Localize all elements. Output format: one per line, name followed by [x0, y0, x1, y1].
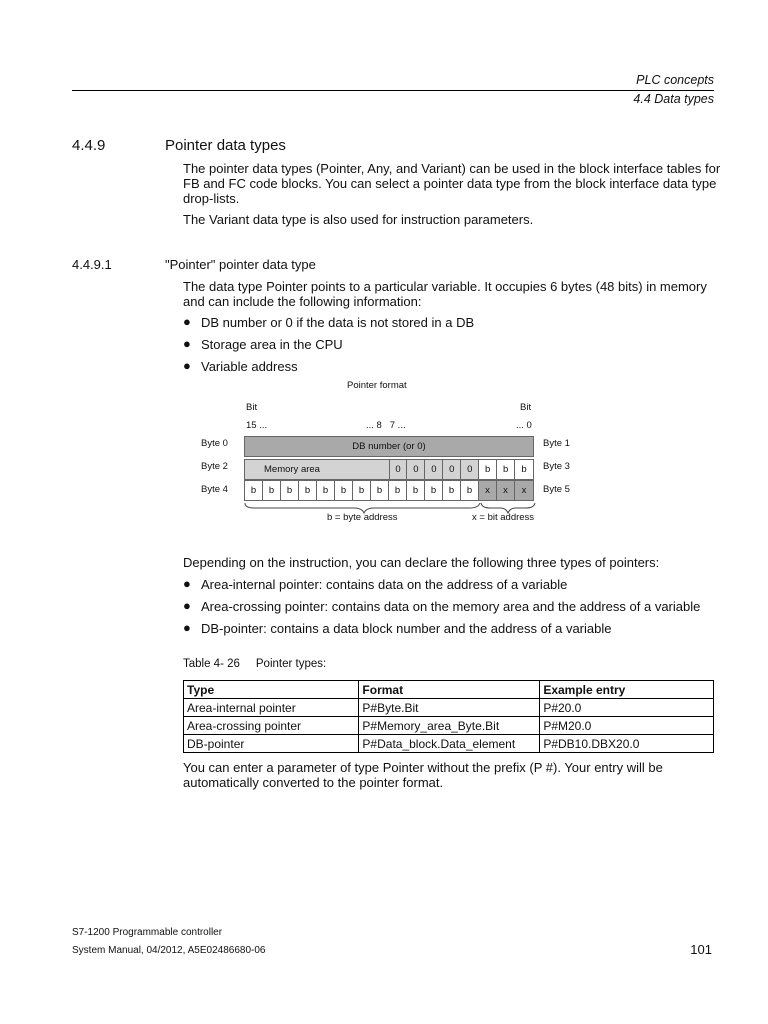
bit-address-cell: x: [514, 480, 534, 501]
column-header: Type: [184, 681, 359, 699]
table-cell: Area-internal pointer: [184, 699, 359, 717]
bit-range-right: ... 0: [516, 420, 532, 431]
bullet-icon: ●: [183, 598, 191, 613]
table-cell: P#20.0: [540, 699, 714, 717]
db-number-cell: DB number (or 0): [244, 436, 534, 457]
byte-bit-cell: b: [514, 459, 534, 480]
subsection-intro: The data type Pointer points to a particular variable. It occupies 6 bytes (48 bits) in memory and can include the following information:: [183, 279, 707, 309]
bit-range-mid: ... 8 7 ...: [366, 420, 406, 431]
section-title: Pointer data types: [165, 137, 286, 154]
bit-label-right: Bit: [520, 402, 532, 413]
table-cell: Area-crossing pointer: [184, 717, 359, 735]
zero-bit-cell: 0: [460, 459, 479, 480]
byte-bit-cell: b: [424, 480, 443, 501]
byte-address-legend: b = byte address: [327, 512, 398, 523]
bullet-text: Area-internal pointer: contains data on the address of a variable: [201, 577, 568, 592]
bullet-icon: ●: [183, 620, 191, 635]
running-header-section: 4.4 Data types: [633, 92, 714, 106]
zero-bit-cell: 0: [389, 459, 408, 480]
closing-paragraph: You can enter a parameter of type Pointer without the prefix (P #). Your entry will be automatically converted to the pointer format.: [183, 760, 663, 790]
table-cell: DB-pointer: [184, 735, 359, 753]
byte-bit-cell: b: [244, 480, 263, 501]
section-number: 4.4.9: [72, 137, 106, 154]
footer-manual: System Manual, 04/2012, A5E02486680-06: [72, 945, 266, 956]
diagram-row-byte0: [244, 436, 534, 457]
byte-bit-cell: b: [460, 480, 479, 501]
byte-bit-cell: b: [406, 480, 425, 501]
bullet-text: Variable address: [201, 359, 298, 374]
table-header-row: [184, 681, 714, 699]
table-cell: P#Memory_area_Byte.Bit: [359, 717, 540, 735]
subsection-number: 4.4.9.1: [72, 257, 112, 272]
bullet-icon: ●: [183, 576, 191, 591]
table-row: [184, 735, 714, 753]
header-rule: [72, 90, 714, 91]
byte-label: Byte 1: [543, 438, 570, 449]
diagram-row-byte2: [244, 459, 534, 480]
table-row: [184, 717, 714, 735]
page-number: 101: [690, 942, 712, 957]
byte-label: Byte 5: [543, 484, 570, 495]
zero-bit-cell: 0: [442, 459, 461, 480]
zero-bit-cell: 0: [424, 459, 443, 480]
bullet-icon: ●: [183, 358, 191, 373]
byte-bit-cell: b: [442, 480, 461, 501]
byte-bit-cell: b: [478, 459, 497, 480]
bit-range-left: 15 ...: [246, 420, 268, 431]
table-cell: P#Data_block.Data_element: [359, 735, 540, 753]
subsection-title: "Pointer" pointer data type: [165, 257, 316, 272]
byte-bit-cell: b: [496, 459, 515, 480]
bit-address-legend: x = bit address: [472, 512, 535, 523]
bit-address-cell: x: [478, 480, 497, 501]
byte-bit-cell: b: [262, 480, 281, 501]
bit-address-cell: x: [496, 480, 515, 501]
pointer-types-table: [183, 680, 714, 753]
byte-label: Byte 2: [201, 461, 228, 472]
byte-label: Byte 0: [201, 438, 228, 449]
diagram-row-byte4: [244, 480, 534, 501]
column-header: Example entry: [540, 681, 714, 699]
pointer-types-intro: Depending on the instruction, you can declare the following three types of pointers:: [183, 555, 660, 570]
byte-label: Byte 4: [201, 484, 228, 495]
running-header-chapter: PLC concepts: [636, 73, 714, 87]
table-cell: P#Byte.Bit: [359, 699, 540, 717]
bullet-text: Storage area in the CPU: [201, 337, 343, 352]
bullet-icon: ●: [183, 314, 191, 329]
table-caption: Table 4- 26 Pointer types:: [183, 658, 327, 670]
bullet-text: DB-pointer: contains a data block number and the address of a variable: [201, 621, 612, 636]
byte-bit-cell: b: [280, 480, 299, 501]
byte-bit-cell: b: [388, 480, 407, 501]
byte-bit-cell: b: [352, 480, 371, 501]
bit-label-left: Bit: [246, 402, 258, 413]
memory-area-cell: Memory area: [244, 459, 390, 480]
byte-bit-cell: b: [370, 480, 389, 501]
bullet-icon: ●: [183, 336, 191, 351]
table-cell: P#M20.0: [540, 717, 714, 735]
zero-bit-cell: 0: [406, 459, 425, 480]
table-row: [184, 699, 714, 717]
bullet-text: Area-crossing pointer: contains data on the memory area and the address of a variable: [201, 599, 701, 614]
section-paragraph-2: The Variant data type is also used for instruction parameters.: [183, 212, 534, 227]
section-paragraph-1: The pointer data types (Pointer, Any, and Variant) can be used in the block interface tables for FB and FC code blocks. You can select a pointer data type from the block interface data type drop-lists.: [183, 161, 721, 206]
table-cell: P#DB10.DBX20.0: [540, 735, 714, 753]
byte-label: Byte 3: [543, 461, 570, 472]
column-header: Format: [359, 681, 540, 699]
byte-bit-cell: b: [298, 480, 317, 501]
byte-bit-cell: b: [316, 480, 335, 501]
diagram-title: Pointer format: [347, 380, 407, 391]
byte-bit-cell: b: [334, 480, 353, 501]
footer-product: S7-1200 Programmable controller: [72, 927, 223, 938]
bullet-text: DB number or 0 if the data is not stored in a DB: [201, 315, 475, 330]
